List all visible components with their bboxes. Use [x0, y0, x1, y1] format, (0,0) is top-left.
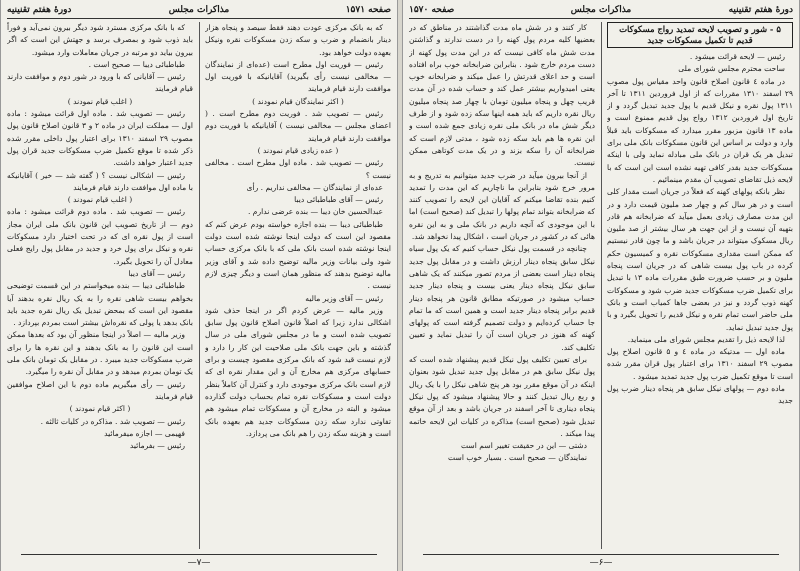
paragraph: رئیس — تصویب شد . ماده اول مطرح است . مخالفی نیست ؟ [205, 158, 391, 180]
stage-direction: ( اکثر نمایندگان قیام نمودند ) [252, 96, 344, 106]
stage-direction: ( اکثر قیام نمودند ) [69, 404, 131, 414]
left-page-left-column [7, 22, 193, 549]
right-page [402, 0, 800, 571]
session-label: دورهٔ هفتم تقنینیه [728, 5, 793, 15]
paragraph: چنانچه در قسمت پول نیکل حساب کنیم که یک پول سیاه نیکل سابق پنجاه دینار ارزش داشت و در مقابل پول جدید پنجاه دینار است بعضی از مردم تصور میکنند که یک شاهی سابق نیکل پنجاه دینار یعنی بیست و پنجاه دینار جدید حساب میشود در صورتیکه مطابق قانون هر پنجاه دینار قدیم برابر پنجاه دینار جدید است و همین است که ما تمام جا حساب کرده‌ایم و دولت تصمیم گرفته است که پولهای کهنه که هنوز در جریان است آن را تبدیل نماید و تعیین تکلیف کند. [409, 244, 595, 352]
paragraph: لذا لایحه ذیل را تقدیم مجلس شورای ملی مینماید. [627, 334, 785, 344]
paragraph: رئیس — آقای طباطبائی دیبا [294, 195, 383, 205]
stage-direction: ( اغلب قیام نمودند ) [67, 96, 133, 106]
paragraph: طباطبائی دیبا — صحیح است . [88, 59, 185, 69]
paragraph: رئیس — فوریت اول مطرح است (عده‌ای از نمایندگان — مخالفی نیست رأی بگیرید) آقایانیکه با فوریت اول موافقت دارند قیام فرمایند [205, 59, 391, 94]
footer-divider [423, 554, 779, 555]
page-number-label: صفحه ۱۵۷۰ [409, 5, 455, 15]
page-footer-number: —۷— [187, 558, 211, 568]
right-page-header [409, 4, 793, 19]
paragraph: عده‌ای از نمایندگان — مخالفی نداریم . رأی [246, 182, 383, 192]
stage-direction: ( اغلب قیام نمودند ) [67, 195, 133, 205]
paragraph: رئیس — تصویب شد . مذاکره در کلیات ثالثه . [40, 416, 185, 426]
paragraph: برای تعیین تکلیف پول نیکل قدیم پیشنهاد شده است که پول نیکل سابق هم در مقابل پول جدید تبدیل شود بعنوان اینکه در آن موقع مقرر بود هر پنج شاهی نیکل را با یک ریال و ربع ریال تبدیل کنند و حالا پیشنهاد میشود که پول نیکل پنجاه دیناری تا آخر اسفند در جریان باشد و بعد از آن موقع تبدیل شود (صحیح است) مذاکره در کلیات این لایحه خاتمه پیدا میکند . [409, 355, 595, 438]
paragraph: رئیس — آقایانی که با ورود در شور دوم و موافقت دارند قیام فرمایند [7, 72, 193, 94]
paragraph: رئیس — بفرمائید [129, 441, 185, 451]
session-label: دورهٔ هفتم تقنینیه [7, 5, 72, 15]
right-page-right-column [607, 22, 793, 549]
paragraph: نظر بانکه پولهای کهنه که فعلاً در جریان است مقدار کلی است و در هر سال کم و چهار صد ملیون قیمت دارد و در این مدت مصارف زیادی بعمل میآید که ضرابخانه هم قادر بتهیه آن نیست و از این جهت هر سال بیشتر از صد ملیون ریال مسکوک میتواند در جریان باشد و ما چون قادر نیستیم که ممکن است مقداری مسکوکات نقره و کمیسیون حکم کرده در باب پول بیست شاهی که در جریان است پنجاه ملیون و بر حسب ضرورت طبق مقررات ماده ۱۳ با تبدیل برای تکمیل ضرب مسکوکات جدید ضرب شود و مسکوکات کهنه ذوب گردد و نیز در بعضی جاها کمیاب است و بانک ملی حاضر است تمام نقره و نیکل قدیم را تحویل بگیرد و با پول جدید تبدیل نماید. [607, 187, 793, 332]
paragraph: که با بانک مرکزی مسترد شود دیگر بیرون نمی‌آید و فوراً باید ذوب شود و بمصرف برسد و جهتش این است که اگر بیرون بیاید دو مرتبه در جریان معاملات وارد میشود. [7, 23, 193, 57]
paragraph: ماده اول — مدتیکه در ماده ٤ و ۵ قانون اصلاح پول مصوب ۲۹ اسفند ۱۳۱۰ برای اعتبار پول قران مقرر شده است تا موقع تکمیل ضرب پول جدید تمدید میشود . [607, 347, 793, 381]
paragraph: طباطبائی دیبا — بنده اجازه خواسته بودم عرض کنم که مقصود این است که دولت اینجا نوشته شده است دولت اینجا نوشته شده است بانک ملی که با بانک مرکزی حساب شود ولی بیانات وزیر مالیه توضیح داده شد و آقای وزیر مالیه توضیح بدهند که منظور همان است و دیگر چیزی لازم نیست . [205, 219, 391, 291]
running-title: مذاکرات مجلس [570, 5, 632, 15]
section-title: ۵ - شور و تصویب لایحه تمدید رواج مسکوکات قدیم تا تکمیل مسکوکات جدید [607, 22, 793, 48]
paragraph: رئیس — آقای وزیر مالیه [305, 293, 383, 303]
paragraph: کار کنند و در شش ماه مدت گذاشتند در مناطق که در بعضیها کلیه مردم پول کهنه را در دست ندارند و گذاشتن مدت شش ماه کافی نیست که در این مدت پول کهنه از دست مردم خارج شود . بنابراین ضرابخانه خوب براه افتاده است و حد اعلای قدرتش را عمل میکند و ضرابخانه خوب یعنی امیدواریم بیشتر عمل کند و حساب شده در آن مدت قریب چهل و پنجاه میلیون تومان با چهار صد پنجاه میلیون ریال نقره داریم که باید همه اینها سکه زده شود و از طرف دیگر شش ماه در بانک ملی نقره زیادی جمع شده است و این نقره ها هم باید سکه زده شود ، مدتی لازم است که ضرابخانه آن را سکه بزند و در یک مدت کوتاهی ممکن نیست. [409, 23, 595, 168]
paragraph: رئیس — آقای دیبا [128, 268, 185, 278]
right-page-left-column [409, 22, 595, 549]
paragraph: دشتی — این در حقیقت تغییر اسم است [460, 441, 587, 451]
footer-divider [21, 554, 377, 555]
page-number-label: صفحه ۱۵۷۱ [345, 5, 391, 15]
paragraph: از آنجا بیرون میآید در ضرب جدید میتوانیم به تدریج و به مرور خرج شود بنابراین ما ناچاریم که این مدت را تمدید کنیم بنده تقاضا میکنم که آقایان این لایحه را تصویب کنند که ضرابخانه بتواند تمام پولها را تبدیل کند (صحیح است) اما با این موجودی که آنچه داریم در بانک ملی و به این نقره هائی که در کشور در جریان است ، اشکال پیدا نخواهد شد. [409, 170, 595, 242]
page-footer-number: —۶— [589, 558, 613, 568]
paragraph: رئیس — رأی میگیریم ماده دوم با این اصلاح موافقین قیام فرمایند [7, 379, 193, 401]
left-page [0, 0, 398, 571]
paragraph: رئیس — اشکالی نیست ؟ ( گفته شد — خیر ) آقایانیکه با ماده اول موافقت دارند قیام فرمایند [7, 170, 193, 192]
column-divider [199, 22, 200, 549]
running-title: مذاکرات مجلس [168, 5, 230, 15]
column-divider [601, 22, 602, 549]
paragraph: وزیر مالیه — اصلاً در اینجا منظور آن بود که بعدها ممکن است این قانون را به بانک بدهند و این نقره ها را برای ضرب مسکوکات جدید میبرد . در مقابل یک تومان بانک ملی یک تومان بمردم میدهد و در مقابل آن نقره را میگیرد. [7, 330, 193, 377]
paragraph: ماده دوم — پولهای نیکل سابق هر پنجاه دینار ضرب پول جدید [607, 384, 793, 406]
paragraph: نمایندگان — صحیح است . بسیار خوب است [448, 453, 587, 463]
paragraph: عبدالحسین خان دیبا — بنده عرضی ندارم . [247, 207, 383, 217]
left-page-header [7, 4, 391, 19]
paragraph: رئیس — لایحه قرائت میشود . [689, 52, 785, 61]
stage-direction: ( عده زیادی قیام نمودند ) [257, 145, 339, 155]
paragraph: فهیمی — اجازه میفرمائید [104, 428, 185, 438]
paragraph: رئیس — تصویب شد . ماده اول قرائت میشود : ماده اول — مملکت ایران در ماده ۲ و ۳ قانون اصلاح قانون پول مصوب ۲۹ اسفند ۱۳۱۰ برای اعتبار پول داخلی مقرر شده ذکر شده تا موقع تکمیل ضرب مسکوکات جدید قران پول جدید اعتبار خواهد داشت. [7, 109, 193, 168]
paragraph: وزیر مالیه — عرض کردم اگر در اینجا حذف شود اشکالی ندارد زیرا که اصلاً قانون اصلاح قانون پول سابق تصویب شده است و ما در مجلس شورای ملی در سال گذشته و باین جهت بانک ملی صلاحیت این کار را دارد و لازم نیست قید شود که بانک مرکزی مقصود چیست و برای حسابهای مرکزی هم مخارج آن و این مقدار نقره ای که لازم است بانک مرکزی موجودی دارد و کنترل آن کاملاً بنظر دولت است و مسکوکات نقره تمام بحساب دولت گذارده میشود و البته در مخارج آن و مسکوکات تمام میشود هم تفاوتی ندارد سکه زدن مسکوکات جدید هم بعهده بانک است و هزینه سکه زدن را هم بانک می پردازد. [205, 305, 391, 438]
paragraph: که به بانک مرکزی عودت دهند فقط سیصد و پنجاه هزار دینار بانضمام و ضرب و سکه زدن مسکوکات نقره ونیکل بعهده دولت خواهد بود. [205, 23, 391, 57]
paragraph: در ماده ٤ قانون اصلاح قانون واحد مقیاس پول مصوب ۲۹ اسفند ۱۳۱۰ مقررات که از اول فروردین ۱۳۱۱ تا آخر ۱۳۱۱ پول نقره و نیکل قدیم با پول جدید تبدیل گردد و از تاریخ اول فروردین ۱۳۱۲ رواج پول قدیم ممنوع است و ماده ۱۳ قانون مزبور مقرر میدارد که مسکوکات باید قبلاً وارد و دولت بر اساس این قانون مسکوکات بانک ملی برای تبدیل هر یک قران در بانک ملی مبادله نماید ولی با اینکه مسکوکات جدید بقدر کافی تهیه نشده است این است که با لایحه ذیل تقاضای تصویب آن مقدم مینمائیم . [607, 76, 793, 184]
paragraph: ساحت محترم مجلس شورای ملی [678, 64, 785, 74]
paragraph: طباطبائی دیبا — بنده میخواستم در این قسمت توضیحی بخواهم بیست شاهی نقره را به یک ریال نقره بدهند آیا مقصود این است که بمحض تبدیل یک ریال نقره جدید باید بانک بدهد یا پولی که نقره‌اش بیشتر است بمردم بپردازد . [7, 281, 193, 328]
paragraph: رئیس — تصویب شد . ماده دوم قرائت میشود : ماده دوم — از تاریخ تصویب این قانون بانک ملی ایران مجاز است از پول نقره ای که در تحت اختیار دارد مسکوکات نقره و نیکل برای پول خرد و جدید در مقابل پول رایج فعلی معادل آن را تحویل بگیرد. [7, 207, 193, 266]
paragraph: رئیس — تصویب شد . فوریت دوم مطرح است . ( اعضای مجلس — مخالفی نیست ) آقایانیکه با فوریت دوم موافقت دارند قیام فرمایند [205, 109, 391, 143]
left-page-right-column [205, 22, 391, 549]
